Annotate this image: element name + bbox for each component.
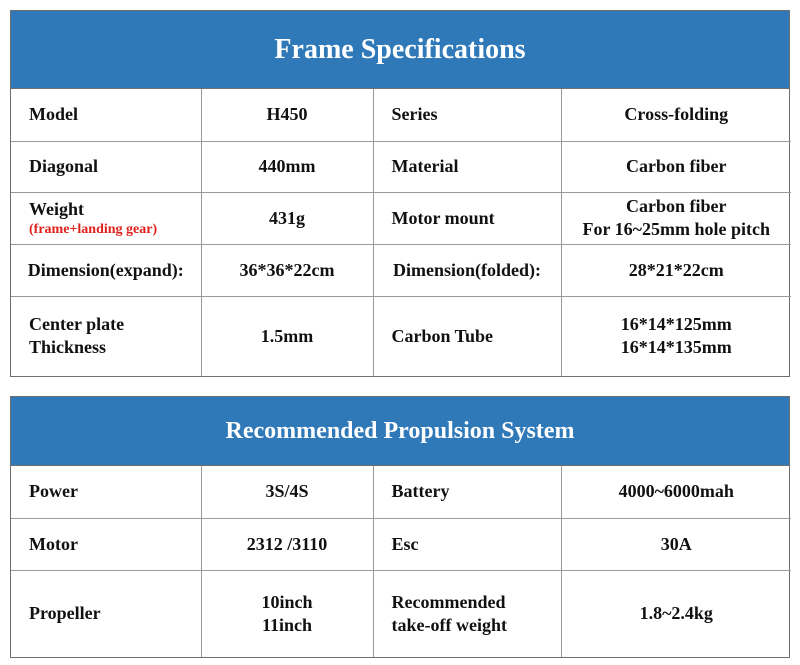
spec-value-esc: 30A <box>561 518 791 570</box>
spec-value-material: Carbon fiber <box>561 141 791 192</box>
spec-label-dimension-expand: Dimension(expand): <box>11 244 201 296</box>
carbon-tube-line-1: 16*14*125mm <box>620 314 732 335</box>
spec-value-weight: 431g <box>201 192 373 244</box>
spec-label-motor: Motor <box>11 518 201 570</box>
table-row <box>11 570 791 657</box>
takeoff-weight-line-1: Recommended <box>391 591 506 612</box>
spec-value-series: Cross-folding <box>561 89 791 141</box>
spec-label-model: Model <box>11 89 201 141</box>
spec-value-diagonal: 440mm <box>201 141 373 192</box>
spec-value-motor-mount <box>561 192 791 244</box>
spec-value-battery: 4000~6000mah <box>561 466 791 518</box>
spec-label-center-plate <box>11 296 201 376</box>
spec-label-carbon-tube: Carbon Tube <box>373 296 561 376</box>
propeller-line-2: 11inch <box>261 614 313 635</box>
spec-label-battery: Battery <box>373 466 561 518</box>
weight-label: Weight <box>29 198 85 219</box>
spec-label-series: Series <box>373 89 561 141</box>
spec-label-dimension-folded: Dimension(folded): <box>373 244 561 296</box>
table-row <box>11 466 791 518</box>
propulsion-system-panel <box>10 396 790 658</box>
spec-label-material: Material <box>373 141 561 192</box>
spec-value-power: 3S/4S <box>201 466 373 518</box>
spec-value-propeller <box>201 570 373 657</box>
frame-specifications-title: Frame Specifications <box>11 11 789 89</box>
spec-value-takeoff-weight: 1.8~2.4kg <box>561 570 791 657</box>
spec-value-dimension-expand: 36*36*22cm <box>201 244 373 296</box>
spec-value-motor: 2312 /3110 <box>201 518 373 570</box>
propeller-line-1: 10inch <box>261 591 313 612</box>
spec-value-dimension-folded: 28*21*22cm <box>561 244 791 296</box>
spec-label-propeller: Propeller <box>11 570 201 657</box>
table-row <box>11 89 791 141</box>
frame-specifications-table <box>11 89 791 376</box>
carbon-tube-line-2: 16*14*135mm <box>620 337 732 358</box>
center-plate-line-2: Thickness <box>29 337 107 358</box>
spec-value-model: H450 <box>201 89 373 141</box>
table-row <box>11 518 791 570</box>
spec-label-diagonal: Diagonal <box>11 141 201 192</box>
spec-value-carbon-tube <box>561 296 791 376</box>
spec-label-motor-mount: Motor mount <box>373 192 561 244</box>
table-row <box>11 296 791 376</box>
spec-value-center-plate: 1.5mm <box>201 296 373 376</box>
propulsion-system-title: Recommended Propulsion System <box>11 397 789 466</box>
takeoff-weight-line-2: take-off weight <box>391 614 507 635</box>
frame-specifications-panel <box>10 10 790 377</box>
table-row <box>11 192 791 244</box>
spec-label-power: Power <box>11 466 201 518</box>
center-plate-line-1: Center plate <box>29 314 125 335</box>
spec-label-esc: Esc <box>373 518 561 570</box>
spec-label-takeoff-weight <box>373 570 561 657</box>
table-row <box>11 244 791 296</box>
motor-mount-line-2: For 16~25mm hole pitch <box>582 219 770 239</box>
motor-mount-line-1: Carbon fiber <box>626 196 727 216</box>
weight-note: (frame+landing gear) <box>29 221 158 237</box>
propulsion-system-table <box>11 466 791 657</box>
spec-label-weight <box>11 192 201 244</box>
table-row <box>11 141 791 192</box>
